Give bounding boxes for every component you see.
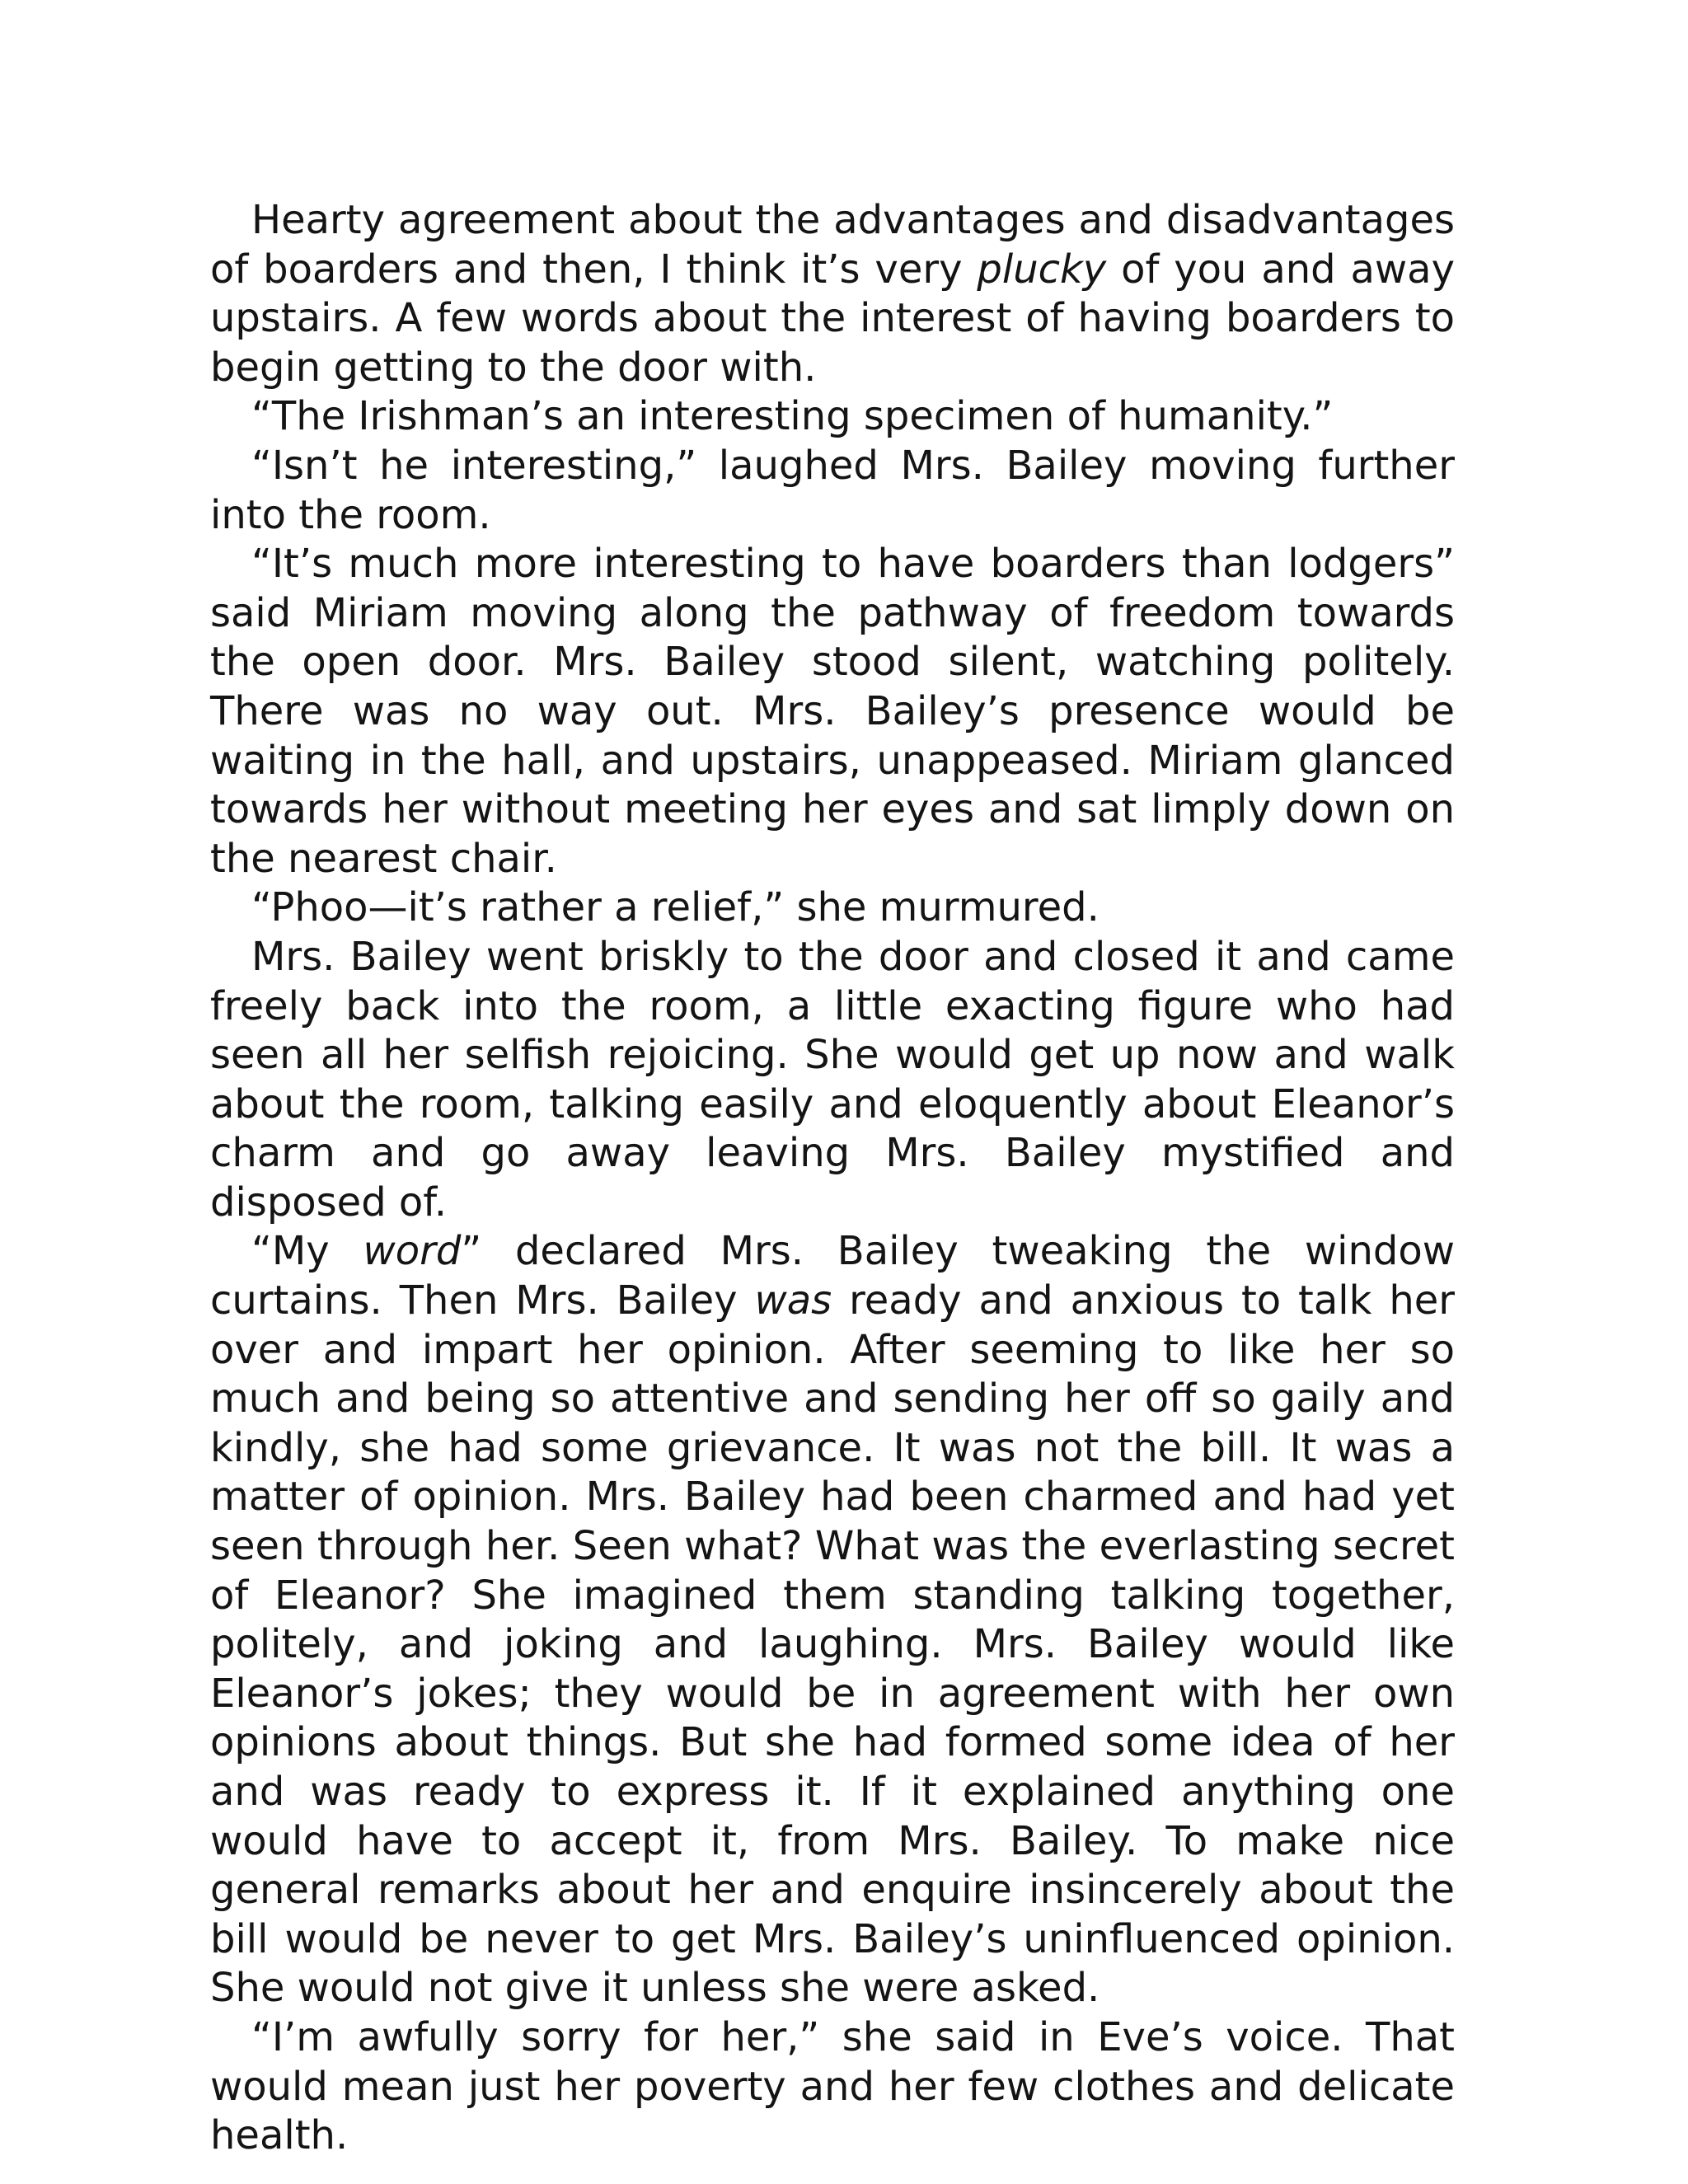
paragraph <box>210 442 1455 540</box>
book-page <box>210 196 1455 2161</box>
paragraph-text: ready and anxious to talk her over and impart her opinion. After seeming to like her so much and being so attentive and sending her off so gaily and kindly, she had some grievance. It was not the bill. It was a matter of opinion. Mrs. Bailey had been charmed and had yet seen through her. Seen what? What was the everlasting secret of Eleanor? She imagined them standing talking together, politely, and joking and laughing. Mrs. Bailey would like Eleanor’s jokes; they would be in agreement with her own opinions about things. But she had formed some idea of her and was ready to express it. If it explained anything one would have to accept it, from Mrs. Bailey. To make nice general remarks about her and enquire insincerely about the bill would be never to get Mrs. Bailey’s uninfluenced opinion. She would not give it unless she were asked. <box>210 1277 1456 2012</box>
paragraph-text: Hearty agreement about the advantages and disadvantages of boarders and then, I think it’s very <box>210 197 1455 293</box>
paragraph <box>210 933 1455 1228</box>
paragraph-text: “Phoo—it’s rather a relief,” she murmured. <box>251 884 1100 931</box>
paragraph-text: “Isn’t he interesting,” laughed Mrs. Bailey moving further into the room. <box>210 442 1455 538</box>
paragraph <box>210 196 1455 392</box>
paragraph-text: “The Irishman’s an interesting specimen of humanity.” <box>251 393 1334 440</box>
paragraph-text: of you and away upstairs. A few words about the interest of having boarders to begin getting to the door with. <box>210 246 1455 391</box>
paragraph-text: Mrs. Bailey went briskly to the door and closed it and came freely back into the room, a little exacting figure who had seen all her selfish rejoicing. She would get up now and walk about the room, talking easily and eloquently about Eleanor’s charm and go away leaving Mrs. Bailey mystified and disposed of. <box>210 933 1455 1226</box>
paragraph <box>210 1227 1455 2013</box>
paragraph <box>210 2013 1455 2161</box>
paragraph <box>210 883 1455 933</box>
italic-text: was <box>754 1277 832 1324</box>
italic-text: word <box>363 1228 462 1275</box>
italic-text: plucky <box>977 246 1107 293</box>
paragraph-text: “My <box>251 1228 363 1275</box>
paragraph <box>210 392 1455 442</box>
paragraph-text: “It’s much more interesting to have boarders than lodgers” said Miriam moving along the pathway of freedom towards the open door. Mrs. Bailey stood silent, watching politely. There was no way out. Mrs. Bailey’s presence would be waiting in the hall, and upstairs, unappeased. Miriam glanced towards her without meeting her eyes and sat limply down on the nearest chair. <box>210 541 1455 882</box>
paragraph-text: “I’m awfully sorry for her,” she said in Eve’s voice. That would mean just her poverty and her few clothes and delicate health. <box>210 2013 1455 2159</box>
paragraph-text: ” declared Mrs. Bailey tweaking the window curtains. Then Mrs. Bailey <box>210 1228 1456 1324</box>
paragraph <box>210 540 1455 883</box>
